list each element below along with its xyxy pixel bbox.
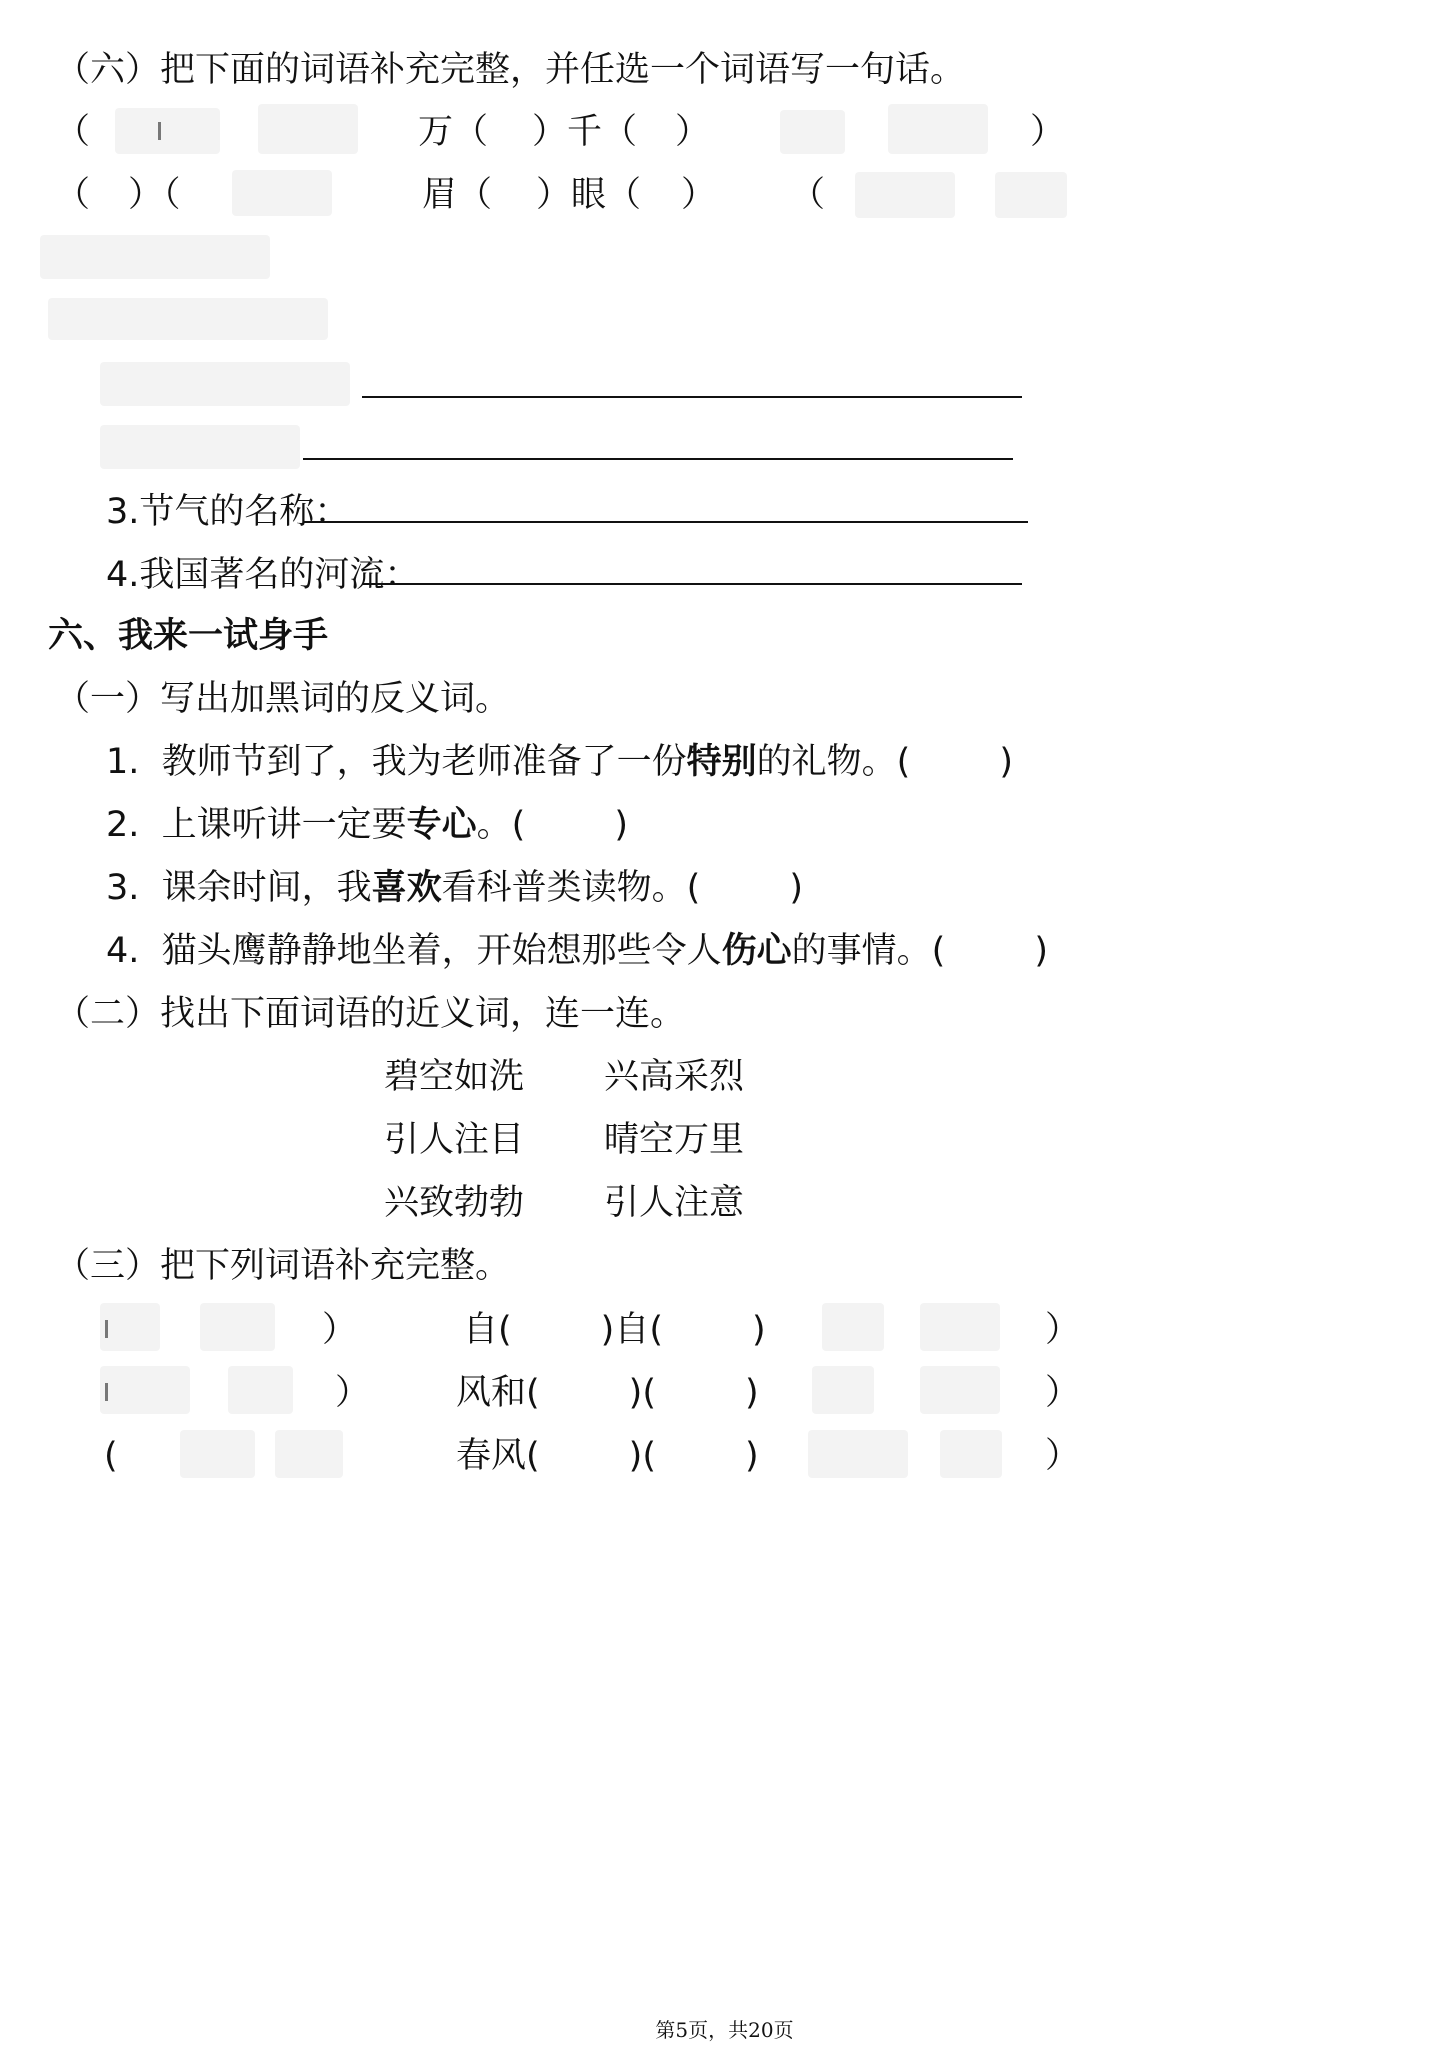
paren-pair: ）（ [128,175,181,215]
match-left-item[interactable]: 碧空如洗 [384,1057,525,1097]
blurred-region [888,104,988,154]
answer-line[interactable] [362,583,1022,585]
blurred-region [180,1430,255,1478]
blur-mark [105,1383,108,1401]
fill-label-solar-terms: 3.节气的名称： [106,492,350,532]
bold-word: 喜欢 [371,868,442,908]
blur-mark [158,122,161,140]
paren-close: ） [1045,1373,1081,1413]
paren-open: ( [104,1436,118,1476]
question-item: 3. 课余时间，我喜欢看科普类读物。( ) [106,868,803,908]
question-item: 2. 上课听讲一定要专心。( ) [106,805,628,845]
blurred-region [40,235,270,279]
part-title: 六、我来一试身手 [48,616,329,656]
blurred-region [100,425,300,469]
blurred-region [940,1430,1002,1478]
idiom-yan: ）眼（ [536,175,642,215]
match-right-item[interactable]: 引人注意 [604,1183,745,1223]
fill-label-rivers: 4.我国著名的河流： [106,555,420,595]
blurred-region [48,298,328,340]
idiom-qian: ）千（ [532,112,638,152]
blurred-region [855,172,955,218]
match-right-item[interactable]: 兴高采烈 [604,1057,745,1097]
idiom-fill: 春风( )( ) [456,1436,759,1476]
question-item: 1. 教师节到了，我为老师准备了一份特别的礼物。( ) [106,742,1013,782]
idiom-wan: 万（ [418,112,489,152]
paren-open: （ [55,175,91,215]
bold-word: 特别 [686,742,757,782]
question-title: （三）把下列词语补充完整。 [55,1246,511,1286]
answer-line[interactable] [303,521,1028,523]
question-item: 4. 猫头鹰静静地坐着，开始想那些令人伤心的事情。( ) [106,931,1048,971]
paren-close: ） [1030,112,1066,152]
match-left-item[interactable]: 兴致勃勃 [384,1183,525,1223]
match-left-item[interactable]: 引人注目 [384,1120,525,1160]
answer-line[interactable] [303,458,1013,460]
blurred-region [100,1366,190,1414]
blurred-region [100,1303,160,1351]
blur-mark [105,1320,108,1338]
paren-close: ） [675,112,711,152]
paren-close: ） [681,175,717,215]
blurred-region [275,1430,343,1478]
question-title: （二）找出下面词语的近义词，连一连。 [55,994,686,1034]
bold-word: 专心 [406,805,477,845]
answer-line[interactable] [362,396,1022,398]
paren-close: ） [1045,1436,1081,1476]
idiom-fill: 自( )自( ) [463,1310,766,1350]
blurred-region [228,1366,293,1414]
blurred-region [258,104,358,154]
idiom-mei: 眉（ [422,175,493,215]
page-footer: 第5页，共20页 [655,2018,794,2042]
blurred-region [995,172,1067,218]
bold-word: 伤心 [721,931,792,971]
blurred-region [232,170,332,216]
question-title: （一）写出加黑词的反义词。 [55,679,511,719]
blurred-region [920,1366,1000,1414]
match-right-item[interactable]: 晴空万里 [604,1120,745,1160]
idiom-fill: 风和( )( ) [456,1373,759,1413]
blurred-region [115,108,220,154]
paren-close: ） [322,1310,358,1350]
blurred-region [812,1366,874,1414]
paren-close: ） [1045,1310,1081,1350]
paren-open: （ [55,112,91,152]
blurred-region [808,1430,908,1478]
blurred-region [780,110,845,154]
blurred-region [920,1303,1000,1351]
paren-close: ） [335,1373,371,1413]
paren-open: （ [790,175,826,215]
blurred-region [100,362,350,406]
blurred-region [200,1303,275,1351]
blurred-region [822,1303,884,1351]
section-title: （六）把下面的词语补充完整，并任选一个词语写一句话。 [55,50,966,90]
